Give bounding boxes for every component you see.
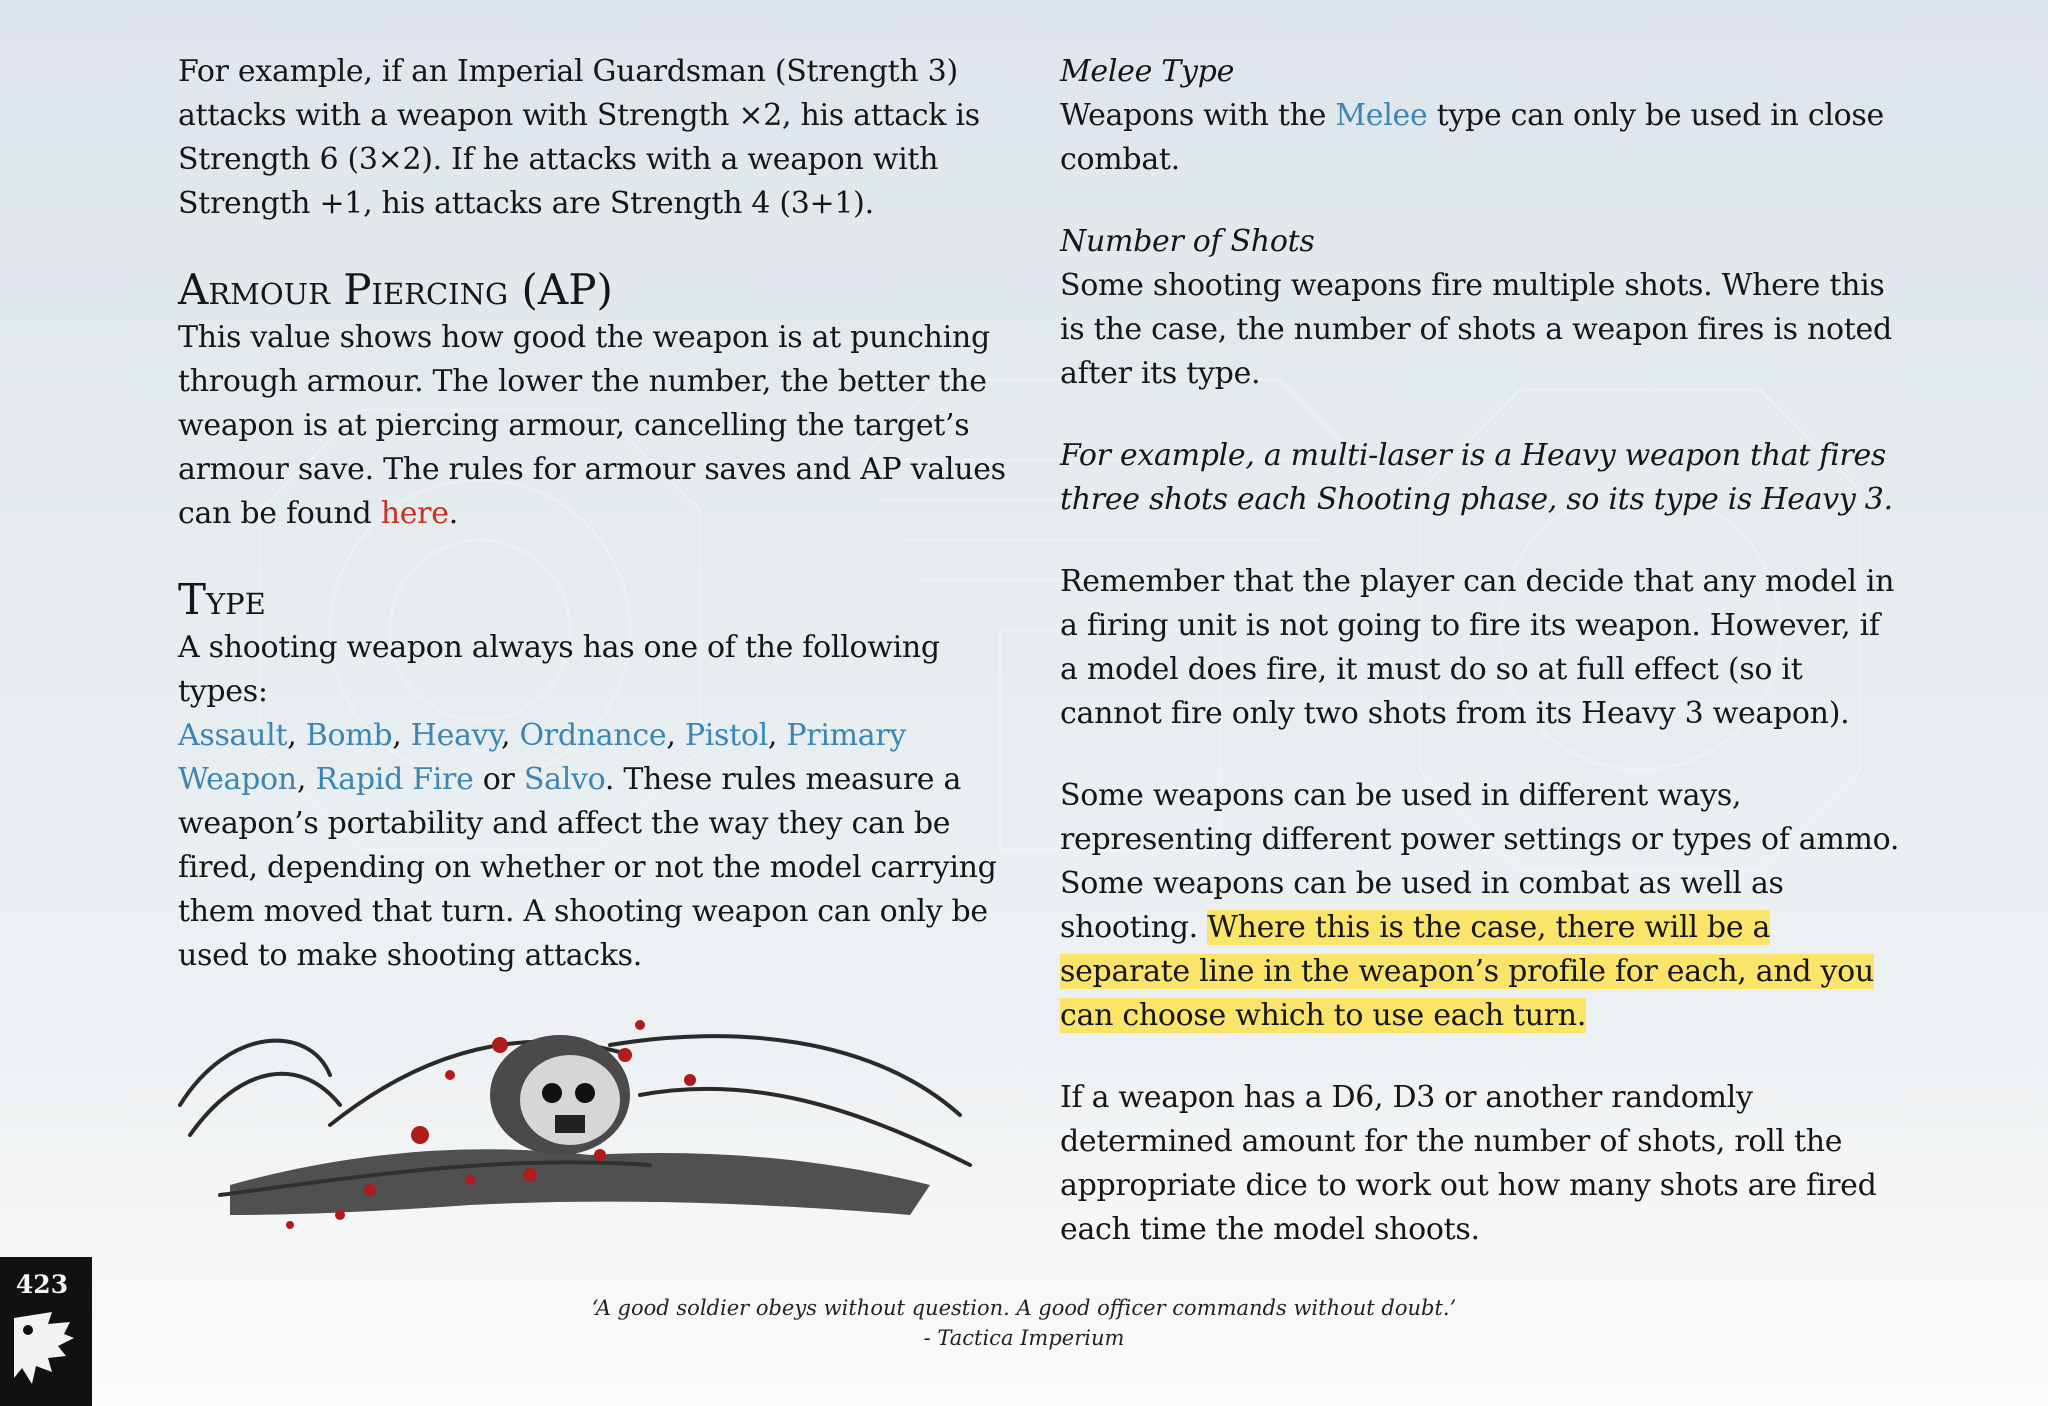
melee-type-heading: Melee Type <box>1060 54 1235 89</box>
right-column <box>1060 50 1900 1252</box>
type-link-assault[interactable]: Assault <box>178 718 288 753</box>
footer-quote <box>0 1293 2048 1353</box>
random-shots-text: If a weapon has a D6, D3 or another randomly determined amount for the number of shots, roll the appropriate dice to work out how many shots are fired each time the model shoots. <box>1060 1080 1877 1247</box>
number-of-shots-text: Some shooting weapons fire multiple shots. Where this is the case, the number of shots a weapon fires is noted after its type. <box>1060 268 1892 391</box>
type-link-ordnance[interactable]: Ordnance <box>519 718 667 753</box>
number-of-shots-heading: Number of Shots <box>1060 224 1315 259</box>
quote-text: ‘A good soldier obeys without question. A good officer commands without doubt.’ <box>591 1296 1457 1320</box>
type-text: A shooting weapon always has one of the following types: Assault, Bomb, Heavy, Ordnance, Pistol, Primary Weapon, Rapid Fire or Salvo. These rules measure a weapon’s portability and affect the way they can be fired, depending on whether or not the model carrying them moved that turn. A shooting weapon can only be used to make shooting attacks. <box>178 630 997 973</box>
type-link-pistol[interactable]: Pistol <box>684 718 768 753</box>
type-heading: Type <box>178 575 266 624</box>
multi-laser-example: For example, a multi-laser is a Heavy weapon that fires three shots each Shooting phase, so its type is Heavy 3. <box>1060 438 1893 517</box>
servitor-skull-illustration <box>170 985 1010 1245</box>
type-link-primary-weapon[interactable]: Primary Weapon <box>178 718 907 797</box>
strength-example: For example, if an Imperial Guardsman (Strength 3) attacks with a weapon with Strength ×2, his attack is Strength 6 (3×2). If he attacks with a weapon with Strength +1, his attacks are Strength 4 (3+1). <box>178 54 980 221</box>
armour-piercing-text: This value shows how good the weapon is at punching through armour. The lower the number, the better the weapon is at piercing armour, cancelling the target’s armour save. The rules for armour saves and AP values can be found here. <box>178 320 1006 531</box>
type-link-salvo[interactable]: Salvo <box>523 762 605 797</box>
different-ways-text: Some weapons can be used in different ways, representing different power settings or types of ammo. Some weapons can be used in combat as well as shooting. Where this is the case, there will be a separate line in the weapon’s profile for each, and you can choose which to use each turn. <box>1060 778 1900 1033</box>
armour-saves-link[interactable]: here <box>380 496 449 531</box>
type-link-rapid-fire[interactable]: Rapid Fire <box>315 762 474 797</box>
armour-piercing-heading: Armour Piercing (AP) <box>178 265 613 314</box>
fire-at-full-effect-text: Remember that the player can decide that any model in a firing unit is not going to fire its weapon. However, if a model does fire, it must do so at full effect (so it cannot fire only two shots from its Heavy 3 weapon). <box>1060 564 1895 731</box>
melee-link[interactable]: Melee <box>1335 98 1428 133</box>
type-link-heavy[interactable]: Heavy <box>410 718 501 753</box>
quote-attribution: - Tactica Imperium <box>923 1326 1125 1350</box>
highlighted-text: Where this is the case, there will be a separate line in the weapon’s profile for each, and you can choose which to use each turn. <box>1060 910 1874 1033</box>
type-link-bomb[interactable]: Bomb <box>305 718 393 753</box>
left-column <box>178 50 1008 978</box>
melee-type-text: Weapons with the Melee type can only be used in close combat. <box>1060 98 1884 177</box>
page-number: 423 <box>15 1270 69 1299</box>
